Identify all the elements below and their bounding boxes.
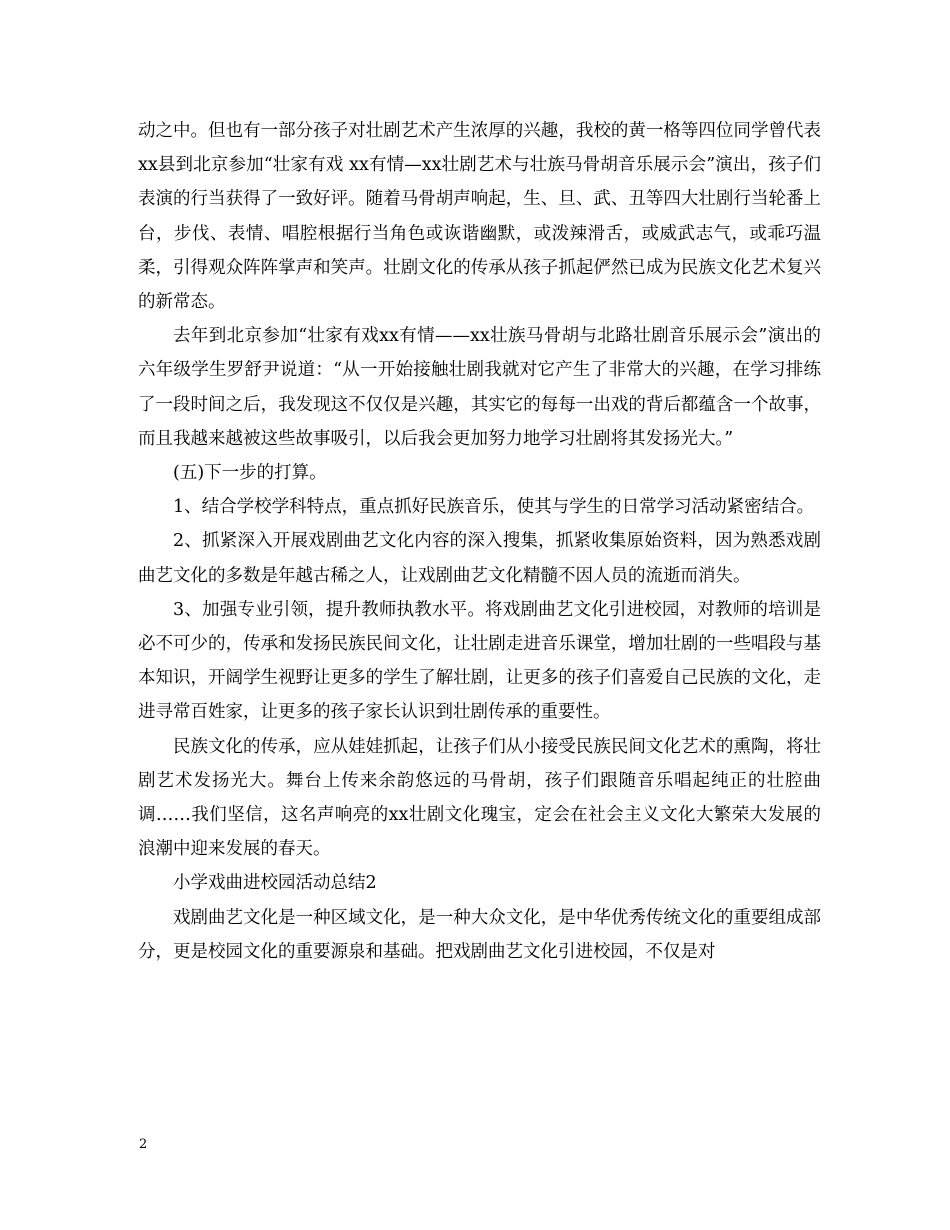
- section-title-summary-2: 小学戏曲进校园活动总结2: [173, 873, 377, 894]
- section-heading-next-steps: (五)下一步的打算。: [173, 463, 327, 484]
- paragraph-conclusion: 民族文化的传承，应从娃娃抓起，让孩子们从小接受民族民间文化艺术的熏陶，将壮剧艺术发扬光大。舞台上传来余韵悠远的马骨胡，孩子们跟随音乐唱起纯正的壮腔曲调……我们坚信，这名声响亮的xx壮剧文化瑰宝，定会在社会主义文化大繁荣大发展的浪潮中迎来发展的春天。: [138, 736, 821, 860]
- list-item-3: 3、加强专业引领，提升教师执教水平。将戏剧曲艺文化引进校园，对教师的培训是必不可少的，传承和发扬民族民间文化，让壮剧走进音乐课堂，增加壮剧的一些唱段与基本知识，开阔学生视野让更多的学生了解壮剧，让更多的孩子们喜爱自己民族的文化，走进寻常百姓家，让更多的孩子家长认识到壮剧传承的重要性。: [138, 599, 821, 723]
- paragraph-summary-2-intro: 戏剧曲艺文化是一种区域文化，是一种大众文化，是中华优秀传统文化的重要组成部分，更是校园文化的重要源泉和基础。把戏剧曲艺文化引进校园，不仅是对: [138, 907, 821, 962]
- paragraph-continuation: 动之中。但也有一部分孩子对壮剧艺术产生浓厚的兴趣，我校的黄一格等四位同学曾代表xx县到北京参加“壮家有戏 xx有情—xx壮剧艺术与壮族马骨胡音乐展示会”演出，孩子们表演的行当获得了一致好评。随着马骨胡声响起，生、旦、武、丑等四大壮剧行当轮番上台，步伐、表情、唱腔根据行当角色或诙谐幽默，或泼辣滑舌，或威武志气，或乖巧温柔，引得观众阵阵掌声和笑声。壮剧文化的传承从孩子抓起俨然已成为民族文化艺术复兴的新常态。: [138, 121, 821, 313]
- list-item-1: 1、结合学校学科特点，重点抓好民族音乐，使其与学生的日常学习活动紧密结合。: [173, 497, 815, 518]
- paragraph-student-quote: 去年到北京参加“壮家有戏xx有情——xx壮族马骨胡与北路壮剧音乐展示会”演出的六年级学生罗舒尹说道：“从一开始接触壮剧我就对它产生了非常大的兴趣，在学习排练了一段时间之后，我发现这不仅仅是兴趣，其实它的每每一出戏的背后都蕴含一个故事，而且我越来越被这些故事吸引，以后我会更加努力地学习壮剧将其发扬光大。”: [138, 326, 821, 449]
- page-number: 2: [139, 1137, 148, 1152]
- document-body: [138, 114, 821, 969]
- list-item-2: 2、抓紧深入开展戏剧曲艺文化内容的深入搜集，抓紧收集原始资料，因为熟悉戏剧曲艺文化的多数是年越古稀之人，让戏剧曲艺文化精髓不因人员的流逝而消失。: [138, 531, 821, 586]
